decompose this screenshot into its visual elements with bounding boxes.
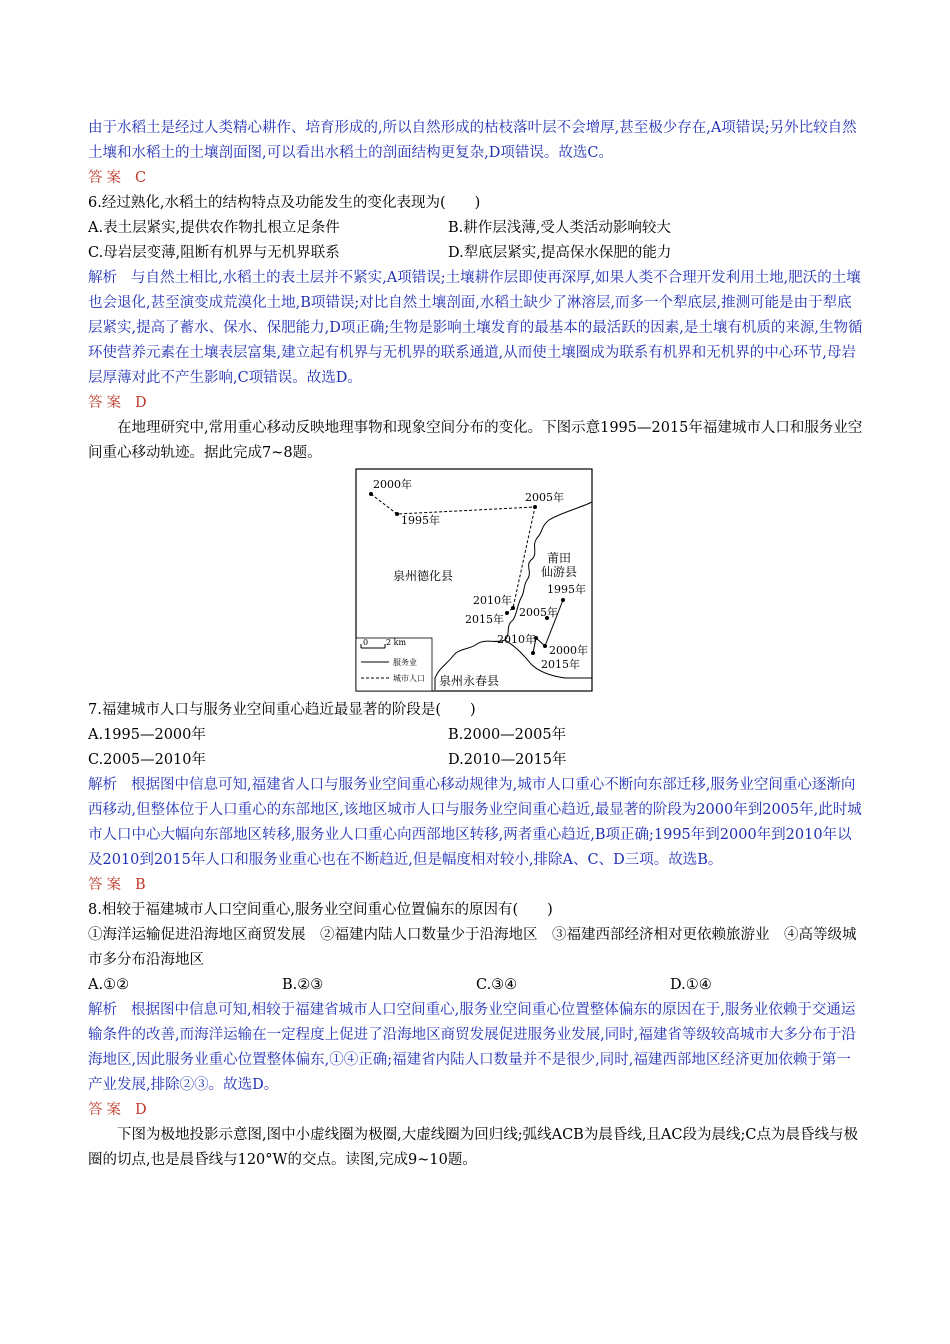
pop-point-2005	[533, 505, 537, 509]
q6-option-b: B.耕作层浅薄,受人类活动影响较大	[448, 220, 671, 236]
svc-point-2015	[531, 651, 535, 655]
q8-items: ①海洋运输促进沿海地区商贸发展 ②福建内陆人口数量少于沿海地区 ③福建西部经济相对更依赖旅游业 ④高等级城市多分布沿海地区	[88, 927, 857, 968]
analysis-label: 解析	[88, 1002, 117, 1018]
pop-point-1995	[395, 512, 399, 516]
q6-analysis	[88, 266, 864, 391]
q6-option-c: C.母岩层变薄,阻断有机界与无机界联系	[88, 245, 340, 261]
pop-point-2000	[369, 492, 373, 496]
svc-point-1995	[561, 598, 565, 602]
q8-options	[88, 973, 864, 998]
q7-option-c: C.2005—2010年	[88, 752, 206, 768]
answer-label: 答案	[88, 170, 125, 186]
q7-option-d: D.2010—2015年	[448, 752, 567, 768]
q6-analysis-text: 与自然土相比,水稻土的表土层并不紧实,A项错误;土壤耕作层即使再深厚,如果人类不合理开发利用土地,肥沃的土壤也会退化,甚至演变成荒漠化土地,B项错误;对比自然土壤剖面,水稻土缺少了淋溶层,而多一个犁底层,推测可能是由于犁底层紧实,提高了蓄水、保水、保肥能力,D项正确;生物是影响土壤发育的最基本的最活跃的因素,是土壤有机质的来源,生物循环使营养元素在土壤表层富集,建立起有机界与无机界的联系通道,从而使土壤圈成为联系有机界和无机界的中心环节,母岩层厚薄对此不产生影响,C项错误。故选D。	[88, 270, 863, 386]
label-yongchun: 泉州永春县	[439, 674, 500, 688]
label-pop-2000: 2000年	[373, 478, 412, 491]
label-pop-2005: 2005年	[525, 491, 564, 504]
q7-option-a: A.1995—2000年	[88, 727, 206, 743]
gravity-center-map	[355, 468, 593, 692]
label-svc-2005: 2005年	[519, 606, 558, 619]
legend-population-label: 城市人口	[393, 674, 425, 683]
q8-option-d: D.①④	[670, 977, 712, 993]
answer-value: B	[135, 877, 146, 893]
q6-options-row2	[88, 241, 864, 266]
label-dehua: 泉州德化县	[393, 569, 454, 583]
analysis-label: 解析	[88, 270, 117, 286]
map-svg	[355, 468, 593, 692]
q7-options-row2	[88, 748, 864, 773]
label-putian: 莆田	[547, 551, 572, 565]
q8-option-b: B.②③	[282, 977, 324, 993]
svc-point-2000	[543, 644, 547, 648]
label-pop-2015: 2015年	[465, 613, 504, 626]
q7-options-row1	[88, 723, 864, 748]
label-pop-1995: 1995年	[401, 514, 440, 527]
answer-label: 答案	[88, 877, 125, 893]
q6-stem: 6.经过熟化,水稻土的结构特点及功能发生的变化表现为( )	[88, 195, 481, 211]
analysis-label: 解析	[88, 777, 117, 793]
q8-option-a: A.①②	[88, 977, 130, 993]
answer-value: D	[135, 395, 147, 411]
label-svc-1995: 1995年	[547, 583, 586, 596]
q7-stem: 7.福建城市人口与服务业空间重心趋近最显著的阶段是( )	[88, 702, 476, 718]
q8-answer	[88, 1098, 864, 1123]
label-xianyou: 仙游县	[541, 565, 578, 579]
q8-analysis	[88, 998, 864, 1098]
q5-analysis: 由于水稻土是经过人类精心耕作、培育形成的,所以自然形成的枯枝落叶层不会增厚,甚至极少存在,A项错误;另外比较自然土壤和水稻土的土壤剖面图,可以看出水稻土的剖面结构更复杂,D项错误。故选C。	[88, 120, 857, 161]
q8-stem: 8.相较于福建城市人口空间重心,服务业空间重心位置偏东的原因有( )	[88, 902, 553, 918]
q9-10-intro: 下图为极地投影示意图,图中小虚线圈为极圈,大虚线圈为回归线;弧线ACB为晨昏线,且AC段为晨线;C点为晨昏线与极圈的切点,也是晨昏线与120°W的交点。读图,完成9~10题。	[88, 1127, 858, 1168]
q7-analysis-text: 根据图中信息可知,福建省人口与服务业空间重心移动规律为,城市人口重心不断向东部迁移,服务业空间重心逐渐向西移动,但整体位于人口重心的东部地区,该地区城市人口与服务业空间重心趋近,最显著的阶段为2000年到2005年,此时城市人口中心大幅向东部地区转移,服务业人口重心向西部地区转移,两者重心趋近,B项正确;1995年到2000年到2010年以及2010到2015年人口和服务业重心也在不断趋近,但是幅度相对较小,排除A、C、D三项。故选B。	[88, 777, 862, 868]
scale-zero: 0	[363, 638, 369, 647]
label-svc-2000: 2000年	[549, 644, 588, 657]
q5-answer	[88, 166, 864, 191]
pop-point-2015	[505, 611, 509, 615]
document-page	[88, 116, 864, 1173]
answer-value: D	[135, 1102, 147, 1118]
q7-8-intro: 在地理研究中,常用重心移动反映地理事物和现象空间分布的变化。下图示意1995—2015年福建城市人口和服务业空间重心移动轨迹。据此完成7~8题。	[88, 420, 863, 461]
scale-2km: 2 km	[386, 638, 407, 647]
q8-option-c: C.③④	[476, 977, 518, 993]
q7-option-b: B.2000—2005年	[448, 727, 567, 743]
q7-answer	[88, 873, 864, 898]
q6-option-a: A.表土层紧实,提供农作物扎根立足条件	[88, 220, 340, 236]
q8-analysis-text: 根据图中信息可知,相较于福建省城市人口空间重心,服务业空间重心位置整体偏东的原因在于,服务业依赖于交通运输条件的改善,而海洋运输在一定程度上促进了沿海地区商贸发展促进服务业发展,同时,福建省等级较高城市大多分布于沿海地区,因此服务业重心位置整体偏东,①④正确;福建省内陆人口数量并不是很少,同时,福建西部地区经济更加依赖于第一产业发展,排除②③。故选D。	[88, 1002, 856, 1093]
q6-option-d: D.犁底层紧实,提高保水保肥的能力	[448, 245, 672, 261]
answer-value: C	[135, 170, 147, 186]
label-svc-2010: 2010年	[497, 633, 536, 646]
q7-analysis	[88, 773, 864, 873]
legend-service-label: 服务业	[393, 658, 417, 667]
q6-options-row1	[88, 216, 864, 241]
q6-answer	[88, 391, 864, 416]
answer-label: 答案	[88, 395, 125, 411]
label-svc-2015: 2015年	[541, 658, 580, 671]
answer-label: 答案	[88, 1102, 125, 1118]
label-pop-2010: 2010年	[473, 594, 512, 607]
